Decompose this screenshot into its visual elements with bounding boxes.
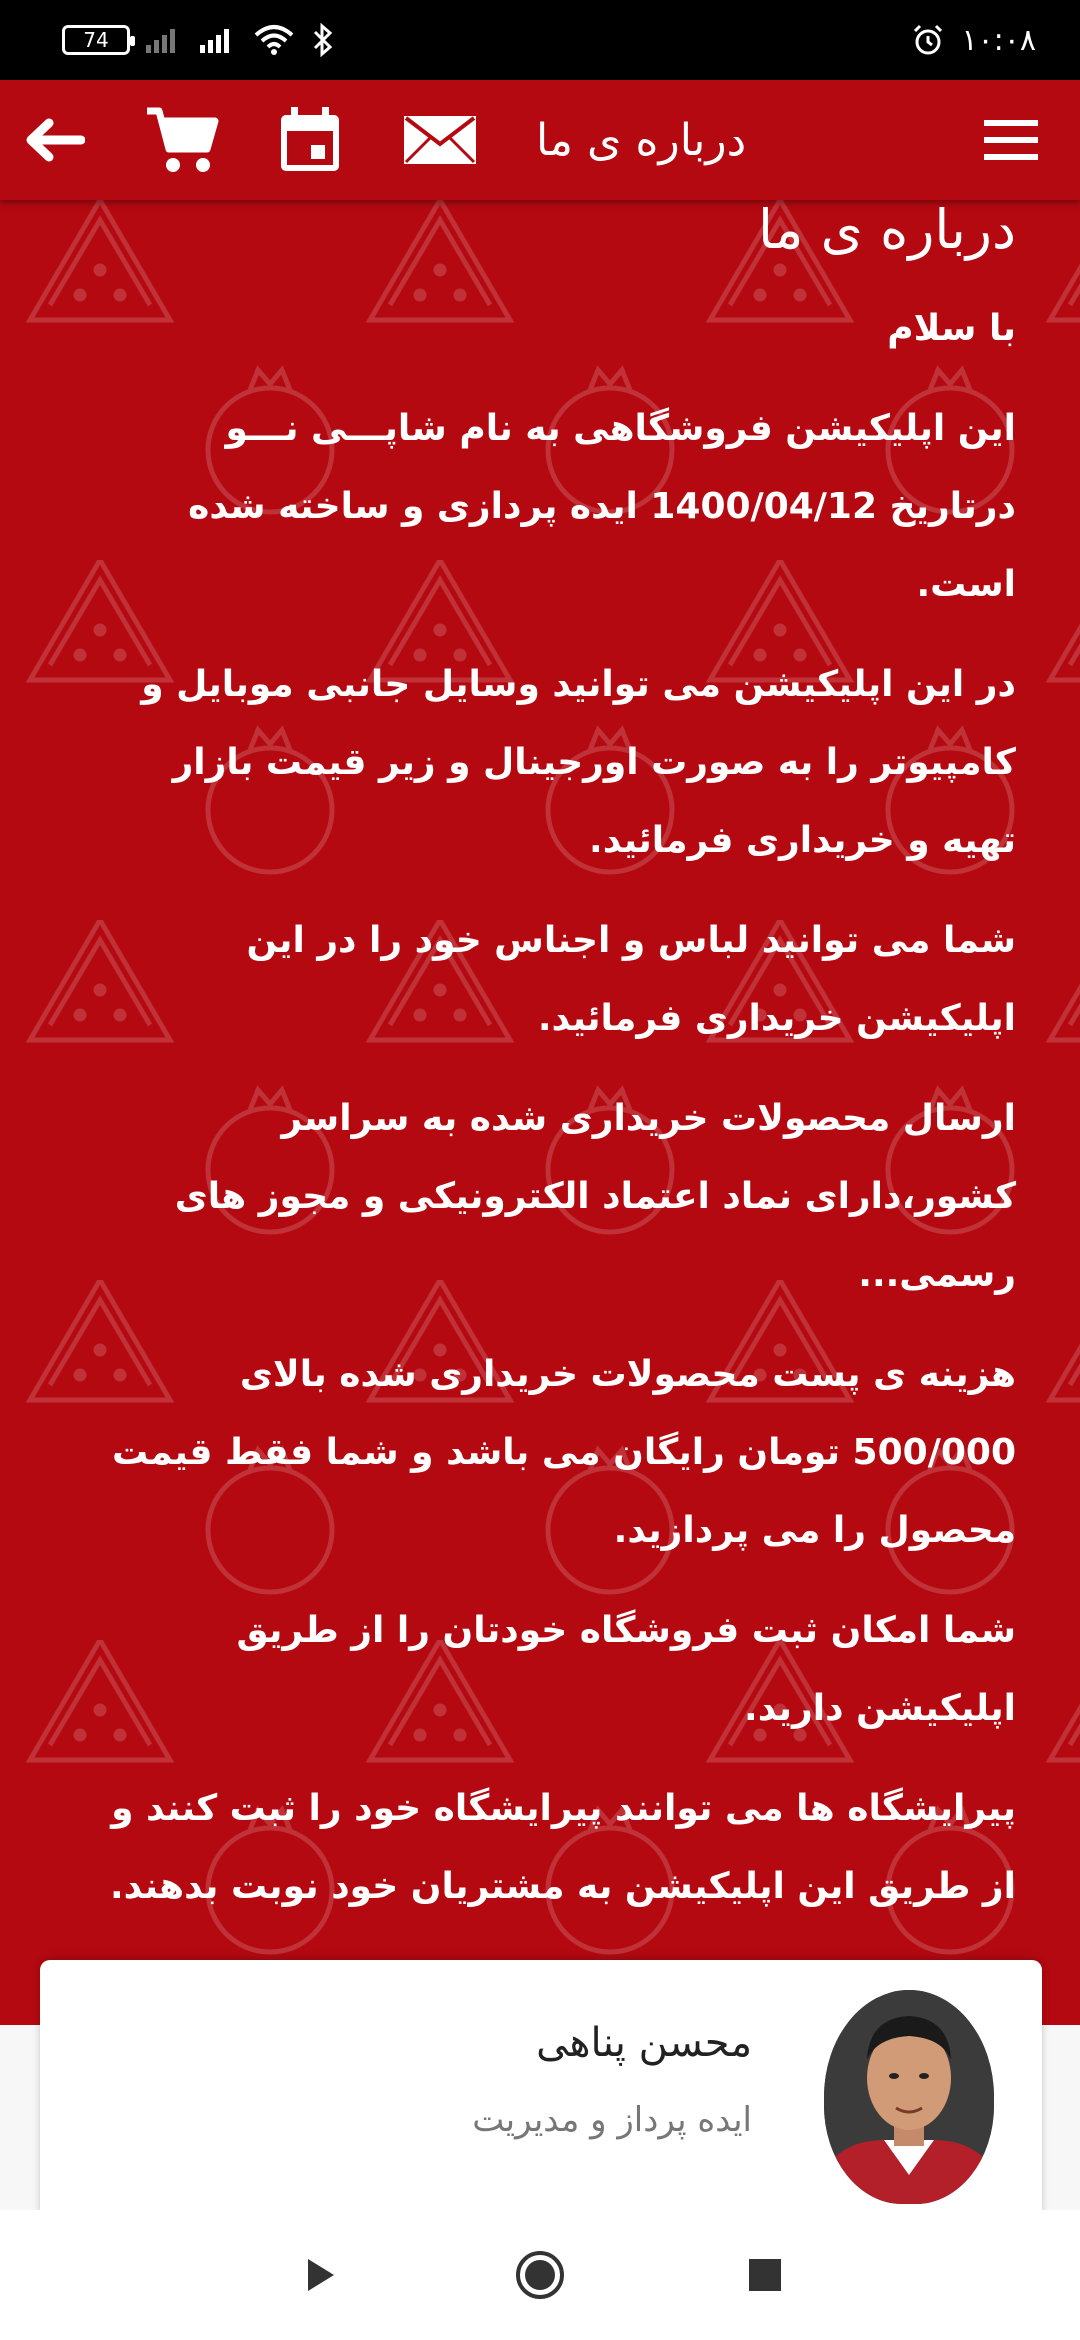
clock-time: ۱۰:۰۸ bbox=[961, 22, 1036, 58]
avatar-portrait-icon bbox=[824, 1990, 994, 2204]
back-arrow-icon bbox=[21, 115, 85, 165]
signal-icon-2 bbox=[198, 25, 238, 55]
calendar-icon bbox=[275, 105, 345, 175]
app-bar bbox=[0, 80, 1080, 200]
menu-icon bbox=[982, 118, 1040, 162]
cart-button[interactable] bbox=[140, 80, 222, 200]
mail-button[interactable] bbox=[400, 80, 480, 200]
home-circle-icon bbox=[514, 2249, 566, 2301]
play-triangle-icon bbox=[300, 2255, 340, 2295]
paragraph-6: شما امکان ثبت فروشگاه خودتان را از طریق اپلیکیشن دارید. bbox=[236, 1610, 1016, 1729]
wifi-icon bbox=[252, 23, 296, 57]
paragraph-5: هزینه ی پست محصولات خریداری شده بالای 500/000 تومان رایگان می باشد و شما فقط قیمت محصول را می پردازید. bbox=[111, 1354, 1016, 1551]
greeting-text: با سلام bbox=[887, 308, 1016, 349]
recents-square-icon bbox=[747, 2257, 783, 2293]
calendar-button[interactable] bbox=[272, 80, 348, 200]
mail-icon bbox=[402, 114, 478, 166]
about-content[interactable] bbox=[0, 200, 1080, 2025]
about-text bbox=[100, 200, 1016, 2025]
app-bar-title: درباره ی ما bbox=[536, 114, 747, 166]
system-nav-bar bbox=[0, 2210, 1080, 2340]
menu-button[interactable] bbox=[976, 80, 1046, 200]
status-bar bbox=[0, 0, 1080, 80]
paragraph-1: این اپلیکیشن فروشگاهی به نام شاپـــی نـــو درتاریخ 1400/04/12 ایده پردازی و ساخته شده است. bbox=[188, 408, 1016, 605]
battery-icon bbox=[62, 25, 130, 55]
bluetooth-icon bbox=[310, 23, 336, 57]
back-button[interactable] bbox=[18, 80, 88, 200]
signal-icon bbox=[144, 25, 184, 55]
paragraph-7: پیرایشگاه ها می توانند پیرایشگاه خود را ثبت کنند و از طریق این اپلیکیشن به مشتریان خود نوبت بدهند. bbox=[109, 1788, 1016, 1907]
nav-home-button[interactable] bbox=[480, 2210, 600, 2340]
cart-icon bbox=[143, 105, 219, 175]
profile-card[interactable] bbox=[40, 1960, 1042, 2220]
page-heading: درباره ی ما bbox=[758, 200, 1016, 261]
battery-level: 74 bbox=[83, 28, 109, 52]
paragraph-4: ارسال محصولات خریداری شده به سراسر کشور،دارای نماد اعتماد الکترونیکی و مجوز های رسمی... bbox=[174, 1098, 1016, 1295]
nav-recents-button[interactable] bbox=[705, 2210, 825, 2340]
status-left-group bbox=[62, 0, 336, 80]
paragraph-2: در این اپلیکیشن می توانید وسایل جانبی موبایل و کامپیوتر را به صورت اورجینال و زیر قیمت بازار تهیه و خریداری فرمائید. bbox=[141, 664, 1016, 861]
nav-back-button[interactable] bbox=[260, 2210, 380, 2340]
profile-role: ایده پرداز و مدیریت bbox=[472, 2100, 752, 2140]
profile-name: محسن پناهی bbox=[536, 2020, 752, 2066]
avatar bbox=[824, 1990, 994, 2204]
status-right-group bbox=[911, 0, 1036, 80]
alarm-icon bbox=[911, 23, 945, 57]
paragraph-3: شما می توانید لباس و اجناس خود را در این اپلیکیشن خریداری فرمائید. bbox=[246, 920, 1016, 1039]
